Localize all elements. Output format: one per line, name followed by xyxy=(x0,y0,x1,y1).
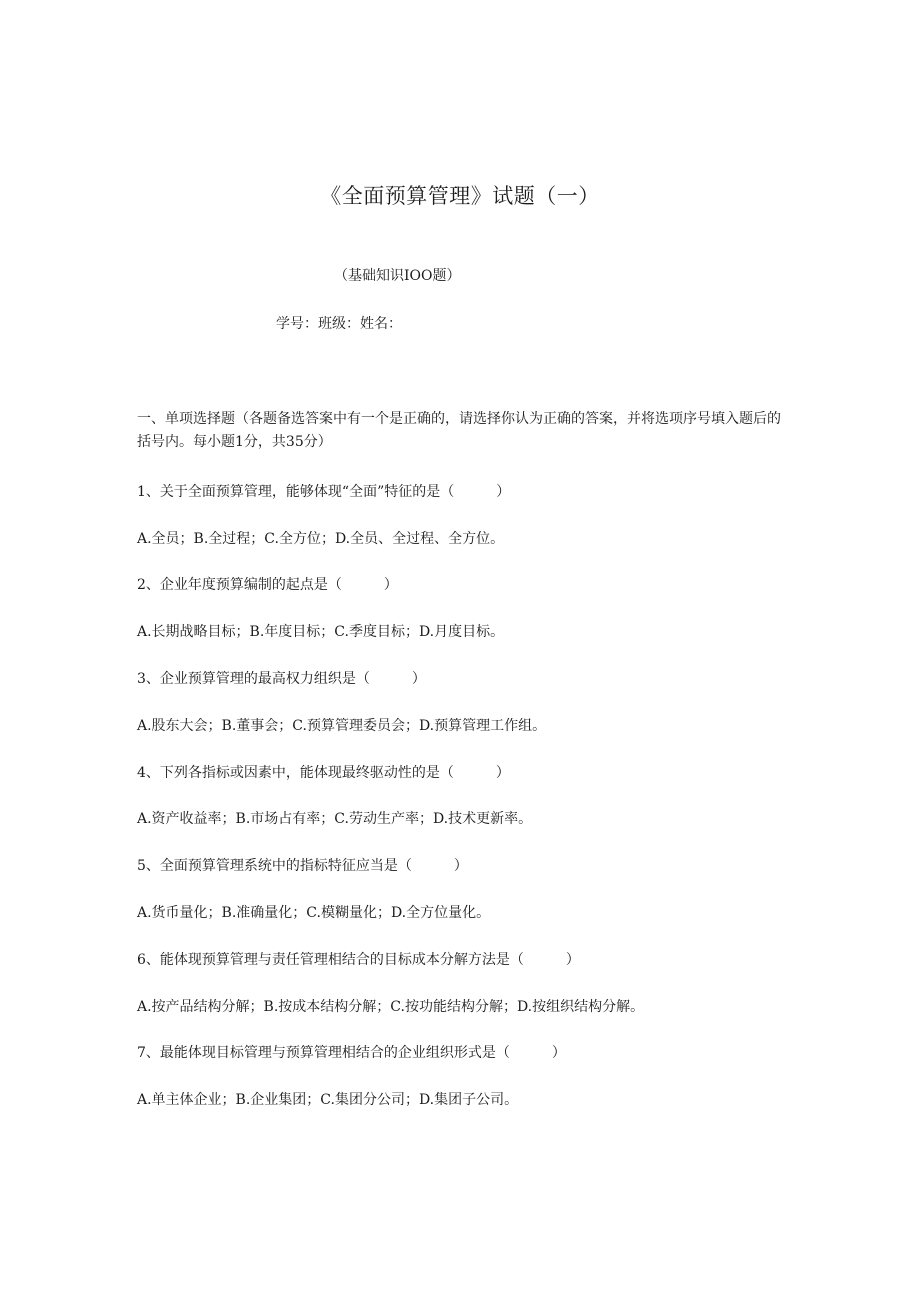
page-title: 《全面预算管理》试题（一） xyxy=(320,184,600,208)
question-options: A.货币量化；B.准确量化；C.模糊量化；D.全方位量化。 xyxy=(137,905,491,921)
question-stem: 5、全面预算管理系统中的指标特征应当是（ ） xyxy=(137,858,468,874)
question-options: A.资产收益率；B.市场占有率；C.劳动生产率；D.技术更新率。 xyxy=(137,811,533,827)
question-options: A.股东大会；B.董事会；C.预算管理委员会；D.预算管理工作组。 xyxy=(137,718,547,734)
question-options: A.单主体企业；B.企业集团；C.集团分公司；D.集团子公司。 xyxy=(137,1092,519,1108)
question-stem: 3、企业预算管理的最高权力组织是（ ） xyxy=(137,671,426,687)
question-stem: 6、能体现预算管理与责任管理相结合的目标成本分解方法是（ ） xyxy=(137,952,580,968)
question-options: A.全员；B.全过程；C.全方位；D.全员、全过程、全方位。 xyxy=(137,531,505,547)
question-options: A.按产品结构分解；B.按成本结构分解；C.按功能结构分解；D.按组织结构分解。 xyxy=(137,999,645,1015)
section-header: 一、单项选择题（各题备选答案中有一个是正确的，请选择你认为正确的答案，并将选项序号填入题后的括号内。每小题1分，共35分） xyxy=(137,411,781,450)
question-stem: 7、最能体现目标管理与预算管理相结合的企业组织形式是（ ） xyxy=(137,1045,566,1061)
question-options: A.长期战略目标；B.年度目标；C.季度目标；D.月度目标。 xyxy=(137,624,505,640)
question-stem: 4、下列各指标或因素中，能体现最终驱动性的是（ ） xyxy=(137,765,510,781)
student-info-line: 学号：班级：姓名： xyxy=(276,316,402,332)
page-subtitle: （基础知识IOO题） xyxy=(334,268,461,284)
question-stem: 1、关于全面预算管理，能够体现“全面”特征的是（ ） xyxy=(137,484,511,500)
question-stem: 2、企业年度预算编制的起点是（ ） xyxy=(137,577,398,593)
